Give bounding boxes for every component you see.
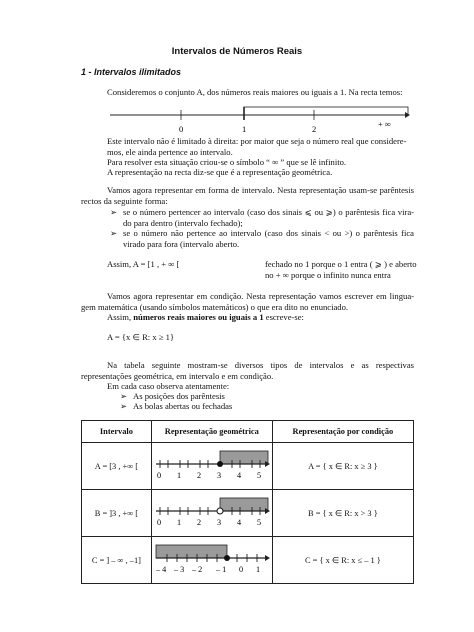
tick-label: 2	[196, 518, 201, 527]
assim-explanation: fechado no 1 porque o 1 entra ( ⩾ ) e aberto no + ∞ porque o infinito nunca entra	[265, 259, 417, 280]
arrow-bullet-icon: ➢	[120, 391, 128, 401]
intro-paragraph: Consideremos o conjunto A, dos números reais maiores ou iguais a 1. Na recta temos:	[107, 87, 403, 97]
tick-label: 1	[176, 518, 181, 527]
tick-label: – 2	[191, 565, 203, 574]
table-row	[82, 490, 414, 537]
paragraph-text: Este intervalo não é limitado à direita: por maior que seja o número real que considere-mos, ele ainda pertence ao intervalo.	[107, 136, 407, 157]
paragraph-table-intro: Na tabela seguinte mostram-se diversos tipos de intervalos e as respectivas representações geométrica, em intervalo e em condição.	[81, 360, 414, 381]
open-ball	[217, 508, 223, 514]
tick-label: 0	[238, 565, 243, 574]
bullet-text: se o número pertencer ao intervalo (caso dos sinais ⩽ ou ⩾) o parêntesis fica vira-do para dentro (intervalo fechado);	[123, 207, 414, 228]
tick-label: 5	[256, 518, 261, 527]
interval-region	[244, 107, 408, 115]
paragraph-assim	[107, 312, 304, 323]
tick-label: 2	[196, 471, 201, 480]
table-row	[82, 537, 414, 584]
tick-label: – 3	[173, 565, 185, 574]
number-line-figure	[110, 104, 410, 136]
closed-ball	[224, 555, 230, 561]
paragraph-interval-form: Vamos agora representar em forma de intervalo. Nesta representação usam-se parêntesis rectos da seguinte forma:	[81, 185, 414, 206]
bullet-text: se o número não pertence ao intervalo (caso dos sinais < ou >) o parêntesis fica virado para fora (intervalo aberto.	[123, 228, 414, 249]
paragraph-infinity: Para resolver esta situação criou-se o símbolo “ ∞ ” que se lê infinito.	[107, 157, 347, 167]
page-title: Intervalos de Números Reais	[171, 46, 303, 57]
column-header: Representação por condição	[272, 421, 413, 443]
paragraph-limit	[107, 136, 414, 157]
assim-interval: Assim, A = [1 , + ∞ [	[107, 259, 180, 269]
interval-region	[220, 498, 268, 511]
axis-arrow	[265, 555, 270, 561]
paragraph-geometric: A representação na recta diz-se que é a representação geométrica.	[107, 167, 333, 177]
geometric-cell	[151, 537, 272, 584]
arrow-bullet-icon: ➢	[110, 207, 118, 217]
tick-label: – 1	[215, 565, 227, 574]
intervals-table	[81, 420, 414, 584]
paragraph-condition: Vamos agora representar em condição. Nesta representação vamos escrever em lingua-gem matemática (usando símbolos matemáticos) o que era dito no enunciado.	[81, 291, 414, 312]
tick-label: 3	[216, 471, 221, 480]
text: escreve-se:	[263, 312, 304, 322]
set-notation-A: A = {x ∈ R: x ≥ 1}	[107, 332, 175, 342]
closed-ball	[217, 461, 223, 467]
tick-label: 2	[312, 124, 317, 134]
column-header: Intervalo	[82, 421, 152, 443]
bullet-text: As posições dos parêntesis	[133, 391, 225, 401]
tick-label: – 4	[155, 565, 167, 574]
number-line-A	[154, 448, 270, 482]
paragraph-observe: Em cada caso observa atentamente:	[107, 381, 230, 391]
table-row	[82, 443, 414, 490]
condition-cell: B = { x ∈ R: x > 3 }	[272, 490, 413, 537]
table-header-row	[82, 421, 414, 443]
tick-label: 4	[236, 518, 241, 527]
bullet-open	[110, 228, 414, 250]
section-heading: 1 - Intervalos ilimitados	[81, 67, 182, 77]
tick-label: 5	[256, 471, 261, 480]
interval-cell: B = ]3 , +∞ [	[82, 490, 152, 537]
geometric-cell	[151, 490, 272, 537]
column-header: Representação geométrica	[151, 421, 272, 443]
number-line-C	[154, 542, 270, 576]
tick-label: 0	[179, 124, 184, 134]
interval-region	[220, 451, 268, 464]
interval-cell: A = [3 , +∞ [	[82, 443, 152, 490]
bold-text: números reais maiores ou iguais a 1	[133, 312, 264, 322]
tick-label: 1	[176, 471, 181, 480]
text: Assim,	[107, 312, 134, 322]
tick-label: 1	[255, 565, 260, 574]
tick-label: 4	[236, 471, 241, 480]
tick-label: 3	[216, 518, 221, 527]
tick-label: 1	[242, 124, 247, 134]
arrow-bullet-icon: ➢	[120, 401, 128, 411]
infinity-label: + ∞	[378, 119, 391, 129]
arrow-bullet-icon: ➢	[110, 228, 118, 238]
bullet-text: As bolas abertas ou fechadas	[133, 401, 233, 411]
geometric-cell	[151, 443, 272, 490]
condition-cell: A = { x ∈ R: x ≥ 3 }	[272, 443, 413, 490]
number-line-B	[154, 495, 270, 529]
bullet-closed	[110, 207, 414, 229]
interval-cell: C = ] – ∞ , –1]	[82, 537, 152, 584]
tick-label: 0	[156, 471, 161, 480]
tick-label: 0	[156, 518, 161, 527]
condition-cell: C = { x ∈ R: x ≤ – 1 }	[272, 537, 413, 584]
